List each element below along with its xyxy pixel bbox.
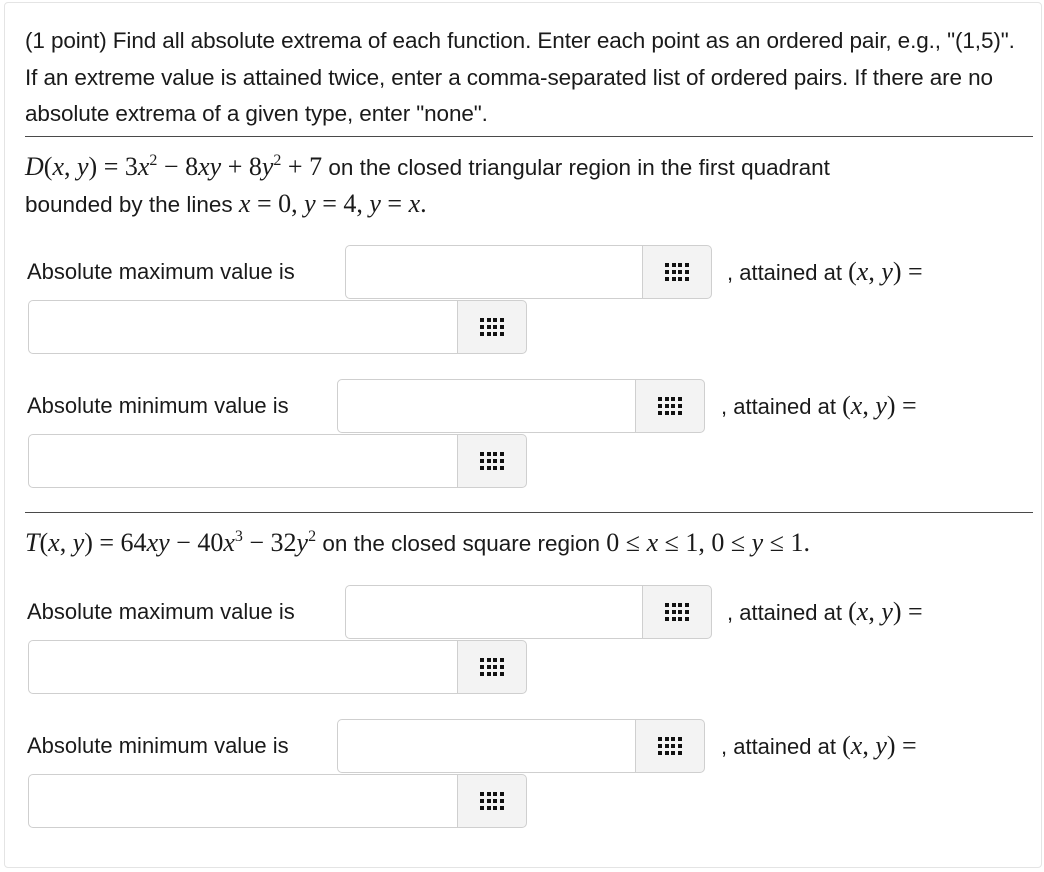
grid-icon	[480, 792, 504, 810]
p1-min-point-answer	[28, 434, 527, 488]
p2-max-value-input[interactable]	[345, 585, 642, 639]
p2-max-label: Absolute maximum value is	[27, 599, 295, 624]
grid-icon	[665, 263, 689, 281]
p1-max-point-answer	[28, 300, 527, 354]
p2-min-point-equation-editor-button[interactable]	[457, 774, 527, 828]
p1-min-value-answer	[337, 379, 705, 433]
p2-max-attained-label: , attained at (x, y) =	[727, 597, 923, 626]
p1-max-attained-label: , attained at (x, y) =	[727, 257, 923, 286]
p2-max-point-input[interactable]	[28, 640, 457, 694]
p2-min-label: Absolute minimum value is	[27, 733, 289, 758]
grid-icon	[480, 318, 504, 336]
p1-min-label: Absolute minimum value is	[27, 393, 289, 418]
p1-max-point-equation-editor-button[interactable]	[457, 300, 527, 354]
p1-min-attained-label: , attained at (x, y) =	[721, 391, 917, 420]
p1-max-value-input[interactable]	[345, 245, 642, 299]
grid-icon	[480, 452, 504, 470]
p1-max-value-answer	[345, 245, 712, 299]
problem-2-statement: T(x, $y) = 64xy - 40x^3 - 32y^2$ on the closed square region 0 ≤ x ≤ 1, 0 ≤ y ≤ 1.	[25, 528, 810, 557]
problem-card	[4, 2, 1042, 868]
instructions-text: (1 point) Find all absolute extrema of each function. Enter each point as an ordered pair, e.g., "(1,5)". If an extreme value is attained twice, enter a comma-separated list of ordered pairs. If there are no absolute extrema of a given type, enter "none".	[25, 28, 1015, 126]
grid-icon	[658, 737, 682, 755]
p1-min-point-input[interactable]	[28, 434, 457, 488]
problem-1-statement: D(x, $y) = 3x^2 - 8xy + 8y^2 + 7$ on the closed triangular region in the first quadrant bounded by the lines x = 0, y = 4, y = x.	[25, 152, 830, 218]
p2-min-attained-label: , attained at (x, y) =	[721, 731, 917, 760]
p2-max-value-answer	[345, 585, 712, 639]
p1-max-label: Absolute maximum value is	[27, 259, 295, 284]
p1-max-point-input[interactable]	[28, 300, 457, 354]
p2-max-value-equation-editor-button[interactable]	[642, 585, 712, 639]
p2-min-value-input[interactable]	[337, 719, 635, 773]
divider	[25, 136, 1033, 137]
p2-min-point-input[interactable]	[28, 774, 457, 828]
p2-min-value-equation-editor-button[interactable]	[635, 719, 705, 773]
grid-icon	[665, 603, 689, 621]
p1-max-value-equation-editor-button[interactable]	[642, 245, 712, 299]
p2-max-point-answer	[28, 640, 527, 694]
p1-min-point-equation-editor-button[interactable]	[457, 434, 527, 488]
grid-icon	[658, 397, 682, 415]
p1-min-value-equation-editor-button[interactable]	[635, 379, 705, 433]
p2-max-point-equation-editor-button[interactable]	[457, 640, 527, 694]
p2-min-value-answer	[337, 719, 705, 773]
p2-min-point-answer	[28, 774, 527, 828]
divider	[25, 512, 1033, 513]
grid-icon	[480, 658, 504, 676]
p1-min-value-input[interactable]	[337, 379, 635, 433]
